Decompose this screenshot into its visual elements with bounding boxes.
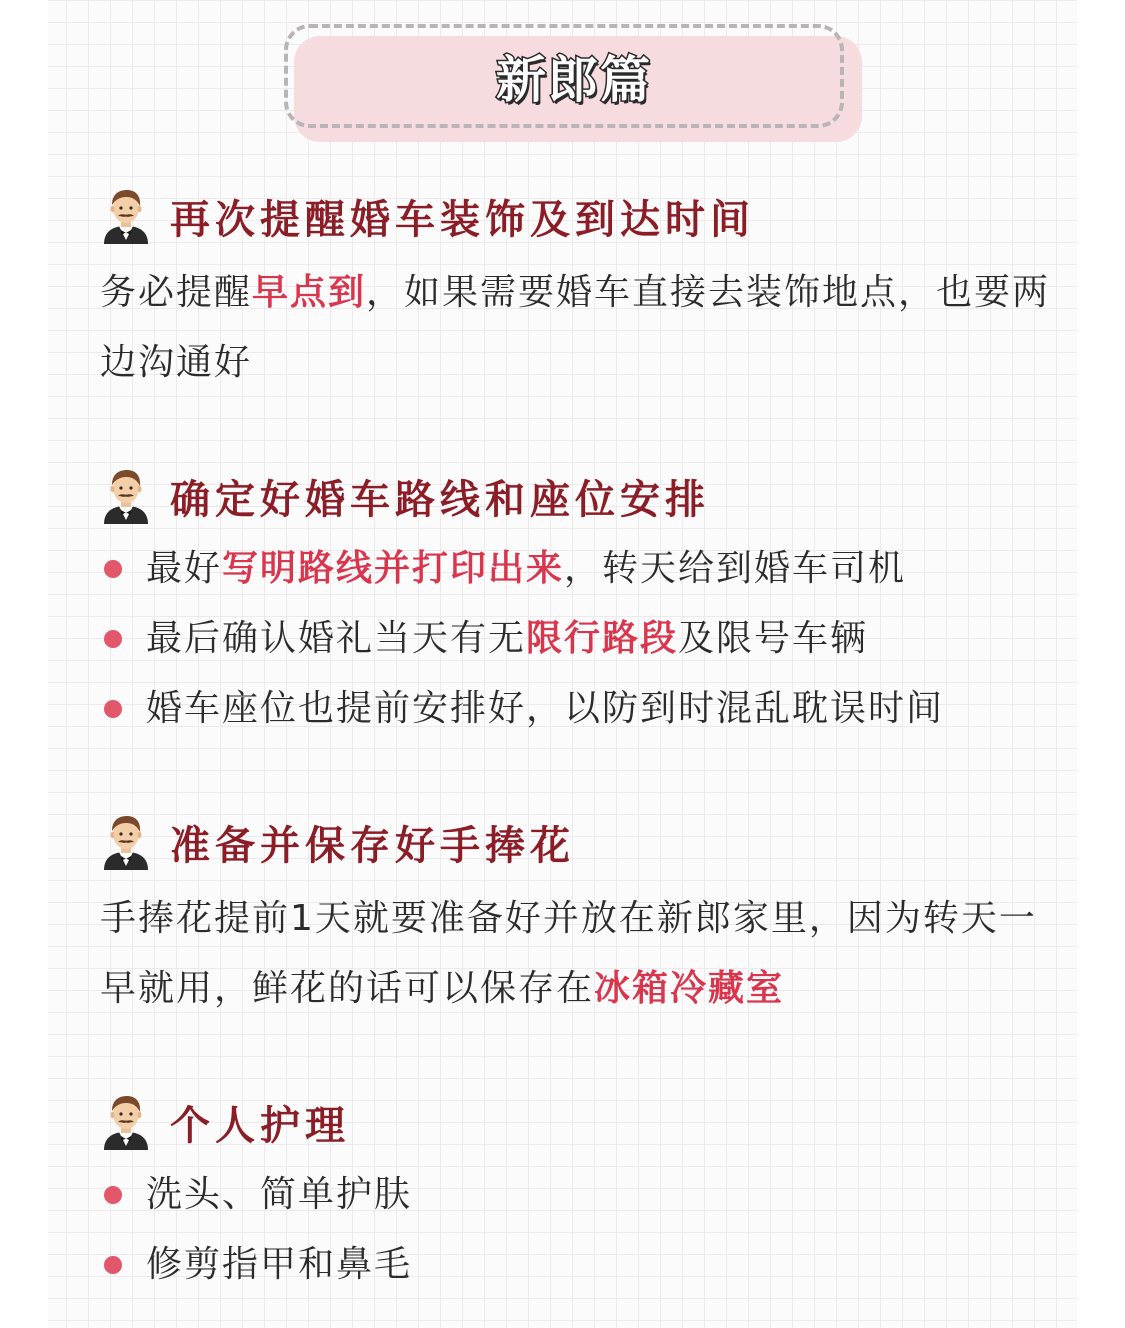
groom-emoji-icon: [100, 1094, 152, 1150]
highlight-text: 早点到: [252, 272, 367, 313]
section-header: [100, 1092, 1060, 1152]
bullet-dot: [104, 1256, 122, 1274]
highlight-text: 冰箱冷藏室: [594, 968, 785, 1009]
groom-emoji-icon: [100, 468, 152, 524]
list-item: [100, 674, 1060, 744]
section-bouquet: [100, 812, 1060, 1024]
section-personal-care: [100, 1092, 1060, 1300]
paragraph-text: 手捧花提前1天就要准备好并放在新郎家里，因为转天一早就用，鲜花的话可以保存在: [100, 898, 1037, 1009]
section-route-and-seating: [100, 466, 1060, 744]
item-text: 修剪指甲和鼻毛: [146, 1244, 413, 1285]
groom-emoji-icon: [100, 188, 152, 244]
left-margin: [0, 0, 48, 1328]
section-paragraph: [100, 884, 1060, 1024]
section-header: [100, 466, 1060, 526]
item-text: 最好: [146, 548, 223, 589]
section-header: [100, 186, 1060, 246]
bullet-list: [100, 1160, 1060, 1300]
page-title: 新郎篇: [496, 51, 652, 109]
highlight-text: 限行路段: [526, 618, 679, 659]
bullet-dot: [104, 700, 122, 718]
section-wedding-car-decoration: [100, 186, 1060, 398]
list-item: [100, 1230, 1060, 1300]
highlight-text: 写明路线并打印出来: [222, 548, 565, 589]
item-text: 及限号车辆: [678, 618, 869, 659]
list-item: [100, 1160, 1060, 1230]
paragraph-text: 务必提醒: [100, 272, 253, 313]
section-title: 准备并保存好手捧花: [170, 822, 575, 869]
item-text: 洗头、简单护肤: [146, 1174, 413, 1215]
paragraph-text: ，如果需要婚车直接去装饰地点，也要两边沟通好: [100, 272, 1051, 383]
item-text: 婚车座位也提前安排好，以防到时混乱耽误时间: [146, 688, 945, 729]
bullet-list: [100, 534, 1060, 744]
item-text: 最后确认婚礼当天有无: [146, 618, 527, 659]
bullet-dot: [104, 1186, 122, 1204]
section-title: 个人护理: [170, 1102, 350, 1149]
bullet-dot: [104, 630, 122, 648]
list-item: [100, 534, 1060, 604]
section-title: 再次提醒婚车装饰及到达时间: [170, 196, 755, 243]
section-header: [100, 812, 1060, 872]
section-paragraph: [100, 258, 1060, 398]
item-text: ，转天给到婚车司机: [564, 548, 907, 589]
title-banner: [284, 24, 854, 134]
groom-emoji-icon: [100, 814, 152, 870]
bullet-dot: [104, 560, 122, 578]
right-margin: [1077, 0, 1125, 1328]
section-title: 确定好婚车路线和座位安排: [170, 476, 710, 523]
list-item: [100, 604, 1060, 674]
